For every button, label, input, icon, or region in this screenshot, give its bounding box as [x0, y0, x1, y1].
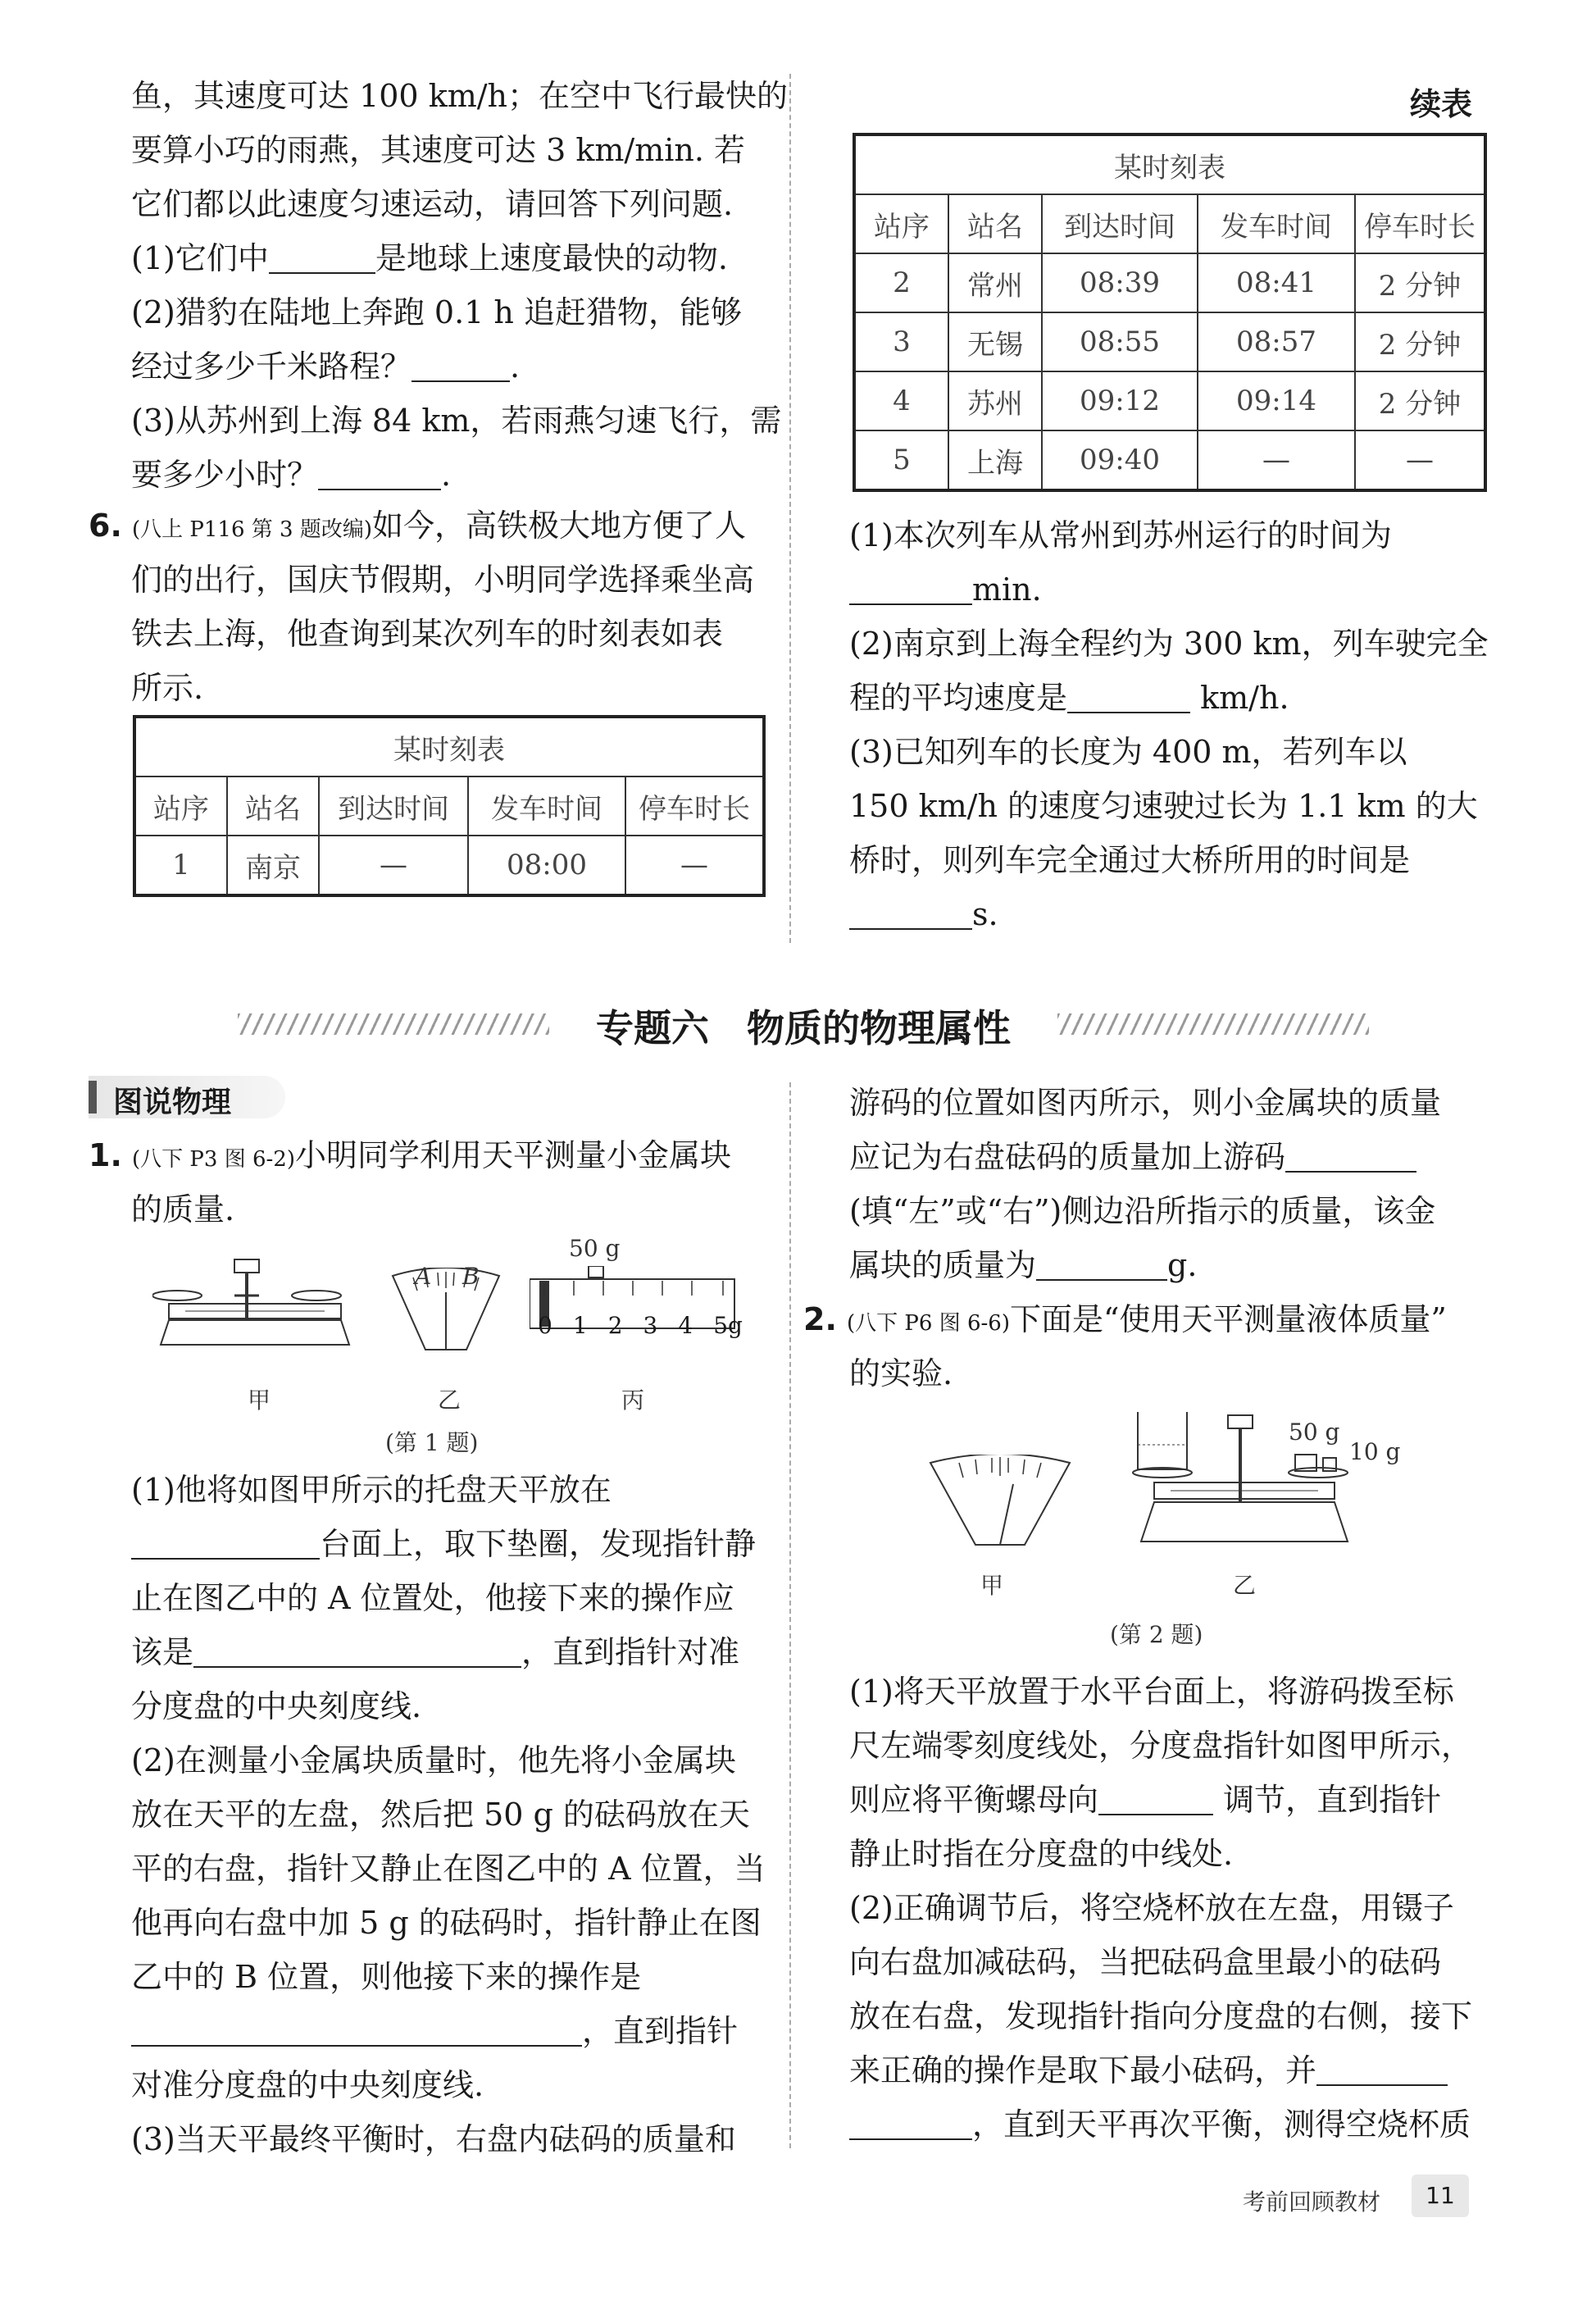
subsection-label: 图说物理	[113, 1086, 232, 1119]
text-line: 要算小巧的雨燕，其速度可达 3 km/min. 若	[131, 132, 746, 168]
text: 该是	[131, 1634, 194, 1670]
point-a-label: A	[415, 1263, 432, 1290]
text-line: (2)正确调节后，将空烧杯放在左盘，用镊子	[849, 1890, 1454, 1926]
table-cell: 2 分钟	[1355, 371, 1485, 430]
figure-label: 乙	[438, 1387, 462, 1414]
answer-blank[interactable]	[849, 571, 972, 605]
continued-label: 续表	[1410, 86, 1473, 122]
table-cell: 08:41	[1198, 253, 1355, 312]
timetable-right	[853, 133, 1487, 492]
question-5-1	[131, 231, 728, 285]
weight-label: 50 g	[1289, 1419, 1340, 1446]
text-line: 的实验.	[849, 1355, 953, 1391]
answer-blank[interactable]	[318, 456, 441, 490]
answer-line	[849, 671, 1289, 725]
text-line: 们的出行，国庆节假期，小明同学选择乘坐高	[131, 562, 755, 598]
table-cell: 3	[854, 312, 948, 371]
text: ，直到天平再次平衡，测得空烧杯质	[972, 2106, 1471, 2143]
source-tag: (八下 P3 图 6-2)	[131, 1147, 295, 1172]
answer-blank[interactable]	[1098, 1781, 1213, 1815]
table-cell: 08:39	[1042, 253, 1198, 312]
figure-label: 丙	[621, 1387, 645, 1414]
weight-label: 50 g	[569, 1235, 621, 1262]
question-6	[89, 499, 746, 557]
balance-figure-jia	[152, 1255, 362, 1361]
text-line: (3)从苏州到上海 84 km，若雨燕匀速飞行，需	[131, 403, 782, 439]
answer-line	[849, 562, 1042, 617]
answer-line	[849, 887, 998, 941]
text: 如今，高铁极大地方便了人	[372, 508, 747, 544]
question-number: 1.	[89, 1137, 122, 1173]
problem-1	[89, 1128, 731, 1186]
text: ，直到指针	[582, 2013, 739, 2049]
answer-line	[131, 1625, 739, 1679]
text-line: (2)南京到上海全程约为 300 km，列车驶完全	[849, 626, 1489, 662]
table-cell: 南京	[227, 836, 319, 895]
text: 小明同学利用天平测量小金属块	[294, 1137, 731, 1173]
table-cell: 09:12	[1042, 371, 1198, 430]
answer-line	[849, 1130, 1416, 1184]
text-line: (填“左”或“右”)侧边沿所指示的质量，该金	[849, 1193, 1436, 1229]
text: 台面上，取下垫圈，发现指针静	[320, 1526, 757, 1562]
table-title: 某时刻表	[854, 134, 1485, 194]
table-cell: —	[319, 836, 468, 895]
answer-blank[interactable]	[1067, 679, 1190, 713]
table-title: 某时刻表	[134, 717, 764, 776]
text: ，直到指针对准	[521, 1634, 740, 1670]
text-line: 桥时，则列车完全通过大桥所用的时间是	[849, 842, 1411, 878]
text-line: (1)将天平放置于水平台面上，将游码拨至标	[849, 1674, 1454, 1710]
answer-line	[849, 2043, 1448, 2097]
text: 程的平均速度是	[849, 680, 1068, 716]
text-line: 止在图乙中的 A 位置处，他接下来的操作应	[131, 1580, 734, 1616]
figure-label: 甲	[980, 1572, 1004, 1599]
text-line: 平的右盘，指针又静止在图乙中的 A 位置，当	[131, 1851, 766, 1887]
answer-blank[interactable]	[131, 2012, 582, 2047]
table-header: 站名	[227, 776, 319, 836]
dial-figure-jia	[926, 1455, 1074, 1561]
table-cell: 08:57	[1198, 312, 1355, 371]
table-cell: —	[1355, 430, 1485, 490]
table-cell: 无锡	[948, 312, 1042, 371]
table-row	[854, 371, 1485, 430]
answer-line	[849, 2097, 1471, 2152]
answer-blank[interactable]	[1316, 2052, 1448, 2086]
text-line: 乙中的 B 位置，则他接下来的操作是	[131, 1959, 642, 1995]
text-line: 对准分度盘的中央刻度线.	[131, 2067, 484, 2103]
tick-label: 5g	[713, 1312, 743, 1339]
table-cell: 08:00	[468, 836, 625, 895]
table-header: 站名	[948, 194, 1042, 253]
answer-line	[849, 1773, 1441, 1827]
table-header: 停车时长	[1355, 194, 1485, 253]
table-cell: 上海	[948, 430, 1042, 490]
tick-label: 2	[607, 1312, 623, 1339]
table-cell: 09:40	[1042, 430, 1198, 490]
table-header: 到达时间	[1042, 194, 1198, 253]
text-line: 静止时指在分度盘的中线处.	[849, 1836, 1234, 1872]
title-hatch-right	[1057, 1013, 1369, 1035]
question-number: 2.	[803, 1301, 837, 1337]
weight-label: 10 g	[1349, 1438, 1401, 1465]
text-line: (2)在测量小金属块质量时，他先将小金属块	[131, 1742, 736, 1778]
text: 要多少小时？	[131, 457, 319, 493]
question-5-2: 经过多少千米路程？ .	[131, 348, 521, 385]
question-number: 6.	[89, 508, 122, 544]
figure-label: 甲	[248, 1387, 271, 1414]
table-cell: 08:55	[1042, 312, 1198, 371]
table-cell: 2	[854, 253, 948, 312]
answer-line	[131, 1517, 756, 1571]
problem-2	[803, 1292, 1447, 1350]
text-line: 150 km/h 的速度匀速驶过长为 1.1 km 的大	[849, 788, 1478, 824]
text-line: (1)他将如图甲所示的托盘天平放在	[131, 1472, 612, 1508]
table-header: 发车时间	[1198, 194, 1355, 253]
text-line: 放在天平的左盘，然后把 50 g 的砝码放在天	[131, 1797, 750, 1833]
subsection-banner	[89, 1076, 285, 1118]
text-line: 鱼，其速度可达 100 km/h；在空中飞行最快的	[131, 78, 789, 114]
table-cell: 5	[854, 430, 948, 490]
text: min.	[972, 572, 1042, 608]
text: (1)它们中	[131, 240, 269, 276]
text-line: 尺左端零刻度线处，分度盘指针如图甲所示，	[849, 1728, 1473, 1764]
answer-blank[interactable]	[269, 239, 375, 274]
text-line: 铁去上海，他查询到某次列车的时刻表如表	[131, 616, 724, 652]
table-cell: —	[625, 836, 764, 895]
text: 来正确的操作是取下最小砝码，并	[849, 2052, 1317, 2088]
table-row	[854, 430, 1485, 490]
answer-blank[interactable]	[1036, 1246, 1167, 1281]
table-cell: 1	[134, 836, 227, 895]
text: 是地球上速度最快的动物.	[375, 240, 728, 276]
text: g.	[1167, 1247, 1198, 1283]
table-row	[854, 253, 1485, 312]
point-b-label: B	[462, 1263, 480, 1290]
answer-blank[interactable]	[1285, 1138, 1416, 1173]
table-cell: 2 分钟	[1355, 253, 1485, 312]
footer-label: 考前回顾教材	[1243, 2188, 1381, 2216]
text: 调节，直到指针	[1223, 1782, 1442, 1818]
text-line: 向右盘加减砝码，当把砝码盒里最小的砝码	[849, 1944, 1442, 1980]
dial-figure-yi	[389, 1268, 503, 1366]
text: 经过多少千米路程？	[131, 348, 412, 385]
column-divider	[789, 74, 791, 943]
table-header: 站序	[854, 194, 948, 253]
figure-caption: (第 2 题)	[1110, 1621, 1203, 1648]
tick-label: 4	[678, 1312, 693, 1339]
title-hatch-left	[238, 1013, 549, 1035]
table-cell: 常州	[948, 253, 1042, 312]
question-5-3: 要多少小时？ .	[131, 457, 452, 493]
table-cell: 4	[854, 371, 948, 430]
source-tag: (八下 P6 图 6-6)	[846, 1311, 1010, 1336]
table-cell: —	[1198, 430, 1355, 490]
tick-label: 1	[572, 1312, 588, 1339]
source-tag: (八上 P116 第 3 题改编)	[131, 517, 372, 542]
figure-label: 乙	[1233, 1572, 1257, 1599]
text-line: (3)已知列车的长度为 400 m，若列车以	[849, 734, 1407, 770]
text-line: 所示.	[131, 670, 204, 706]
answer-line	[849, 1238, 1197, 1292]
text-line: (2)猎豹在陆地上奔跑 0.1 h 追赶猎物，能够	[131, 294, 742, 330]
tick-label: 3	[643, 1312, 658, 1339]
answer-blank[interactable]	[849, 2106, 972, 2140]
text-line: 的质量.	[131, 1191, 235, 1227]
text: 下面是“使用天平测量液体质量”	[1009, 1301, 1447, 1337]
text-line: (1)本次列车从常州到苏州运行的时间为	[849, 517, 1392, 553]
timetable-left	[133, 715, 766, 897]
text: 应记为右盘砝码的质量加上游码	[849, 1139, 1286, 1175]
text-line: 分度盘的中央刻度线.	[131, 1688, 422, 1724]
column-divider	[789, 1082, 791, 2148]
text-line: 他再向右盘中加 5 g 的砝码时，指针静止在图	[131, 1905, 762, 1941]
table-cell: 苏州	[948, 371, 1042, 430]
table-row	[854, 312, 1485, 371]
answer-blank[interactable]	[849, 895, 972, 930]
answer-blank[interactable]	[131, 1525, 320, 1560]
text-line: (3)当天平最终平衡时，右盘内砝码的质量和	[131, 2121, 736, 2157]
table-header: 站序	[134, 776, 227, 836]
text: 属块的质量为	[849, 1247, 1037, 1283]
text-line: 它们都以此速度匀速运动，请回答下列问题.	[131, 186, 734, 222]
answer-blank[interactable]	[193, 1633, 521, 1668]
table-cell: 09:14	[1198, 371, 1355, 430]
answer-blank[interactable]	[412, 348, 510, 382]
text: s.	[972, 896, 998, 932]
answer-line	[131, 2004, 738, 2058]
banner-bar	[89, 1081, 97, 1114]
tick-label: 0	[538, 1312, 552, 1339]
table-header: 到达时间	[319, 776, 468, 836]
figure-caption: (第 1 题)	[385, 1429, 479, 1456]
page-number: 11	[1412, 2175, 1469, 2217]
table-cell: 2 分钟	[1355, 312, 1485, 371]
text: 则应将平衡螺母向	[849, 1782, 1099, 1818]
table-row	[134, 836, 764, 895]
text-line: 放在右盘，发现指针指向分度盘的右侧，接下	[849, 1998, 1473, 2034]
text: km/h.	[1200, 680, 1289, 716]
text-line: 游码的位置如图丙所示，则小金属块的质量	[849, 1085, 1442, 1121]
section-title: 专题六 物质的物理属性	[596, 1006, 1011, 1050]
scale-ticks	[538, 1312, 743, 1339]
table-header: 发车时间	[468, 776, 625, 836]
table-header: 停车时长	[625, 776, 764, 836]
